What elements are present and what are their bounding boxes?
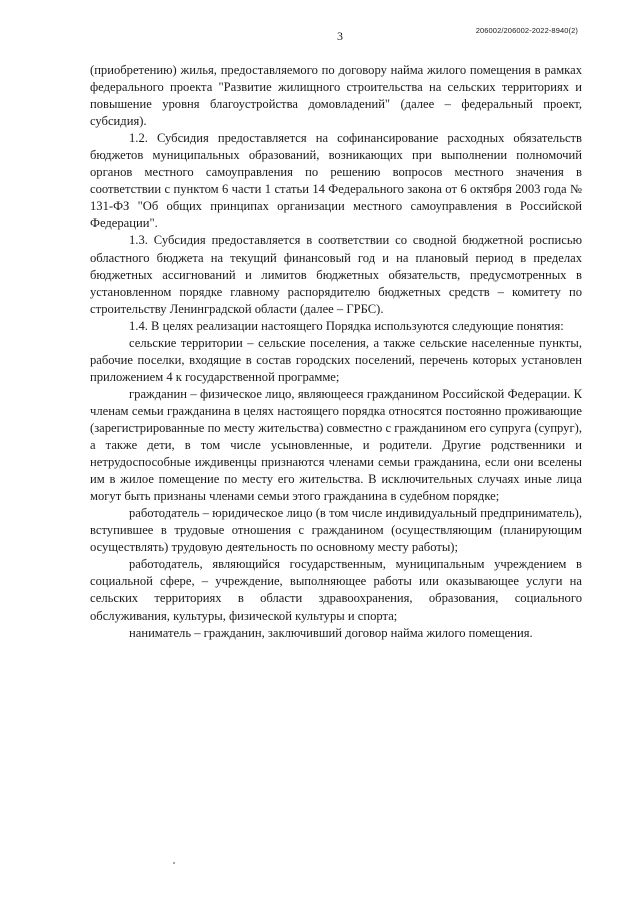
paragraph-continuation: (приобретению) жилья, предоставляемого по договору найма жилого помещения в рамках федерального проекта "Развитие жилищного строительства на сельских территориях и повышение уровня благоустройства домовладений" (далее – федеральный проект, субсидия). [90,63,582,129]
paragraph-1-4: 1.4. В целях реализации настоящего Порядка используются следующие понятия: [129,318,564,333]
document-body [90,62,582,642]
definition-citizen: гражданин – физическое лицо, являющееся гражданином Российской Федерации. К членам семьи гражданина в целях настоящего порядка относятся постоянно проживающие (зарегистрированные по месту жительства) совместно с гражданином его супруга (супруг), а также дети, в том числе усыновленные, и родители. Другие родственники и нетрудоспособные иждивенцы признаются членами семьи гражданина, если они вселены им в жилое помещение по месту его жительства. В исключительных случаях иные лица могут быть признаны членами семьи этого гражданина в судебном порядке; [90,386,582,504]
definition-state-employer: работодатель, являющийся государственным, муниципальным учреждением в социальной сфере, – учреждение, выполняющее работы или оказывающее услуги на сельских территориях в области здравоохранения, образования, социального обслуживания, культуры, физической культуры и спорта; [90,557,582,623]
definition-tenant: наниматель – гражданин, заключивший договор найма жилого помещения. [129,625,533,640]
page-number: 3 [337,29,343,43]
definition-employer: работодатель – юридическое лицо (в том числе индивидуальный предприниматель), вступившее в трудовые отношения с гражданином (осуществляющим (планирующим осуществлять) трудовую деятельность по основному месту работы); [90,506,582,555]
document-code: 206002/206002-2022-8940(2) [475,26,578,35]
scan-speck [173,862,175,864]
definition-rural-territories: сельские территории – сельские поселения, а также сельские населенные пункты, рабочие поселки, входящие в состав городских поселений, перечень которых установлен приложением 4 к государственной программе; [90,335,582,384]
paragraph-1-2: 1.2. Субсидия предоставляется на софинансирование расходных обязательств бюджетов муниципальных образований, возникающих при выполнении полномочий органов местного самоуправления по решению вопросов местного значения в соответствии с пунктом 6 части 1 статьи 14 Федерального закона от 6 октября 2003 года № 131-ФЗ "Об общих принципах организации местного самоуправления в Российской Федерации". [90,131,582,231]
paragraph-1-3: 1.3. Субсидия предоставляется в соответствии со сводной бюджетной росписью областного бюджета на текущий финансовый год и на плановый период в пределах бюджетных ассигнований и лимитов бюджетных обязательств, предусмотренных в установленном порядке главному распорядителю бюджетных средств – комитету по строительству Ленинградской области (далее – ГРБС). [90,233,582,316]
